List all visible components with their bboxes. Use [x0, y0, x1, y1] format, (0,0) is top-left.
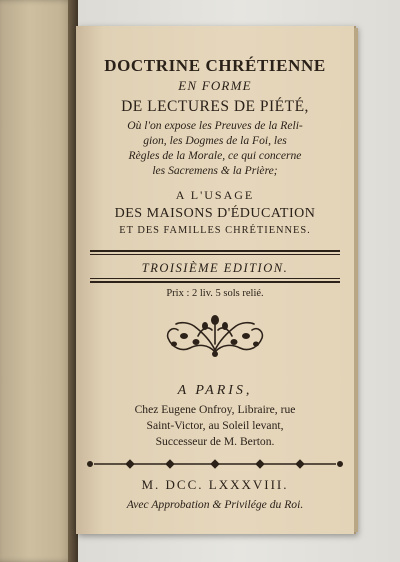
- title-line-2: EN FORME: [178, 78, 252, 93]
- imprint-line-2: Saint-Victor, au Soleil levant,: [146, 419, 284, 432]
- approbation: Avec Approbation & Privilége du Roi.: [126, 498, 304, 511]
- title-line-3: DE LECTURES DE PIÉTÉ,: [121, 98, 309, 115]
- description-line-3: Règles de la Morale, ce qui concerne: [128, 149, 302, 162]
- imprint-city: A PARIS,: [177, 383, 253, 398]
- title-line-1: DOCTRINE CHRÉTIENNE: [104, 56, 326, 75]
- usage-line-2: DES MAISONS D'ÉDUCATION: [114, 206, 316, 221]
- title-page: [76, 26, 356, 534]
- imprint-line-3: Successeur de M. Berton.: [155, 435, 275, 448]
- imprint-line-1: Chez Eugene Onfroy, Libraire, rue: [134, 403, 296, 416]
- page-edge: [354, 28, 358, 532]
- usage-line-1: A L'USAGE: [175, 188, 255, 202]
- edition: TROISIÈME EDITION.: [141, 261, 289, 275]
- price: Prix : 2 liv. 5 sols relié.: [166, 288, 264, 299]
- rule-top-thin: [90, 254, 340, 255]
- description-line-1: Où l'on expose les Preuves de la Reli-: [127, 119, 303, 132]
- rule-top-thick: [90, 250, 340, 252]
- rule-bottom-thick: [90, 281, 340, 283]
- publication-date: M. DCC. LXXXVIII.: [141, 477, 289, 492]
- description-line-2: gion, les Dogmes de la Foi, les: [143, 134, 287, 147]
- decorative-divider: [86, 459, 344, 469]
- book-cover-board: [0, 0, 74, 562]
- usage-line-3: ET DES FAMILLES CHRÉTIENNES.: [119, 225, 311, 236]
- description-line-4: les Sacremens & la Prière;: [152, 164, 278, 177]
- rule-bottom-thin: [90, 278, 340, 279]
- floral-ornament-icon: [160, 314, 270, 358]
